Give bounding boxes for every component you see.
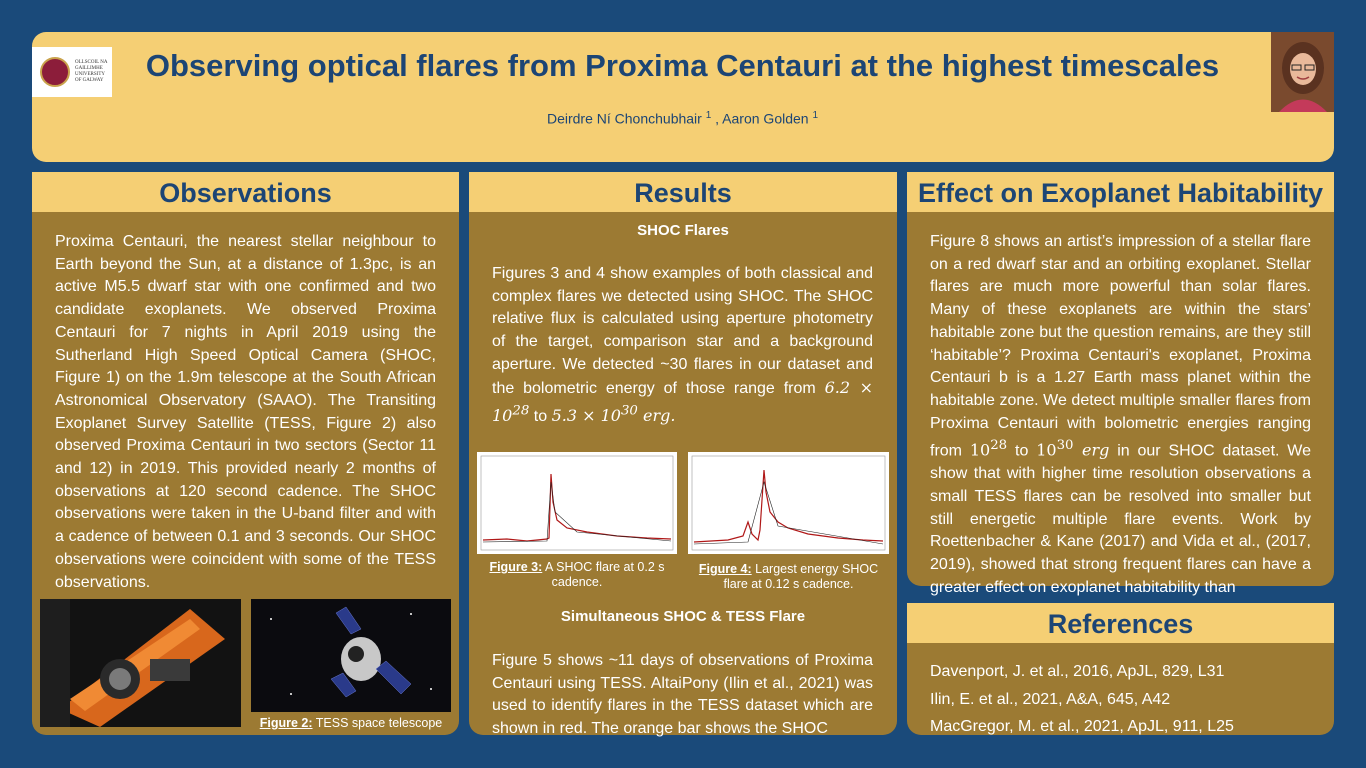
logo-wordmark [75,60,107,84]
author-line [112,110,1253,127]
shoc-flares-paragraph: Figures 3 and 4 show examples of both classical and complex flares we detected using SHOC. The SHOC relative flux is calculated using aperture photometry of the target, comparison star and a background aperture. We detected ~30 flares in our dataset and the bolometric energy of those range from [492,265,873,397]
observations-text: Proxima Centauri, the nearest stellar neighbour to Earth beyond the Sun, at a distance of 1.3pc, is an active M5.5 dwarf star with one confirmed and two candidate exoplanets. We observed Proxima Centauri for 7 nights in April 2019 using the Sutherland High Speed Optical Camera (SHOC, Figure 1) on the 1.9m telescope at the South African Astronomical Observatory (SAAO). The Transiting Exoplanet Survey Satellite (TESS, Figure 2) also observed Proxima Centauri in two sectors (Sector 11 and 12) in 2019. This provided nearly 2 months of observations at 120 second cadence. The SHOC observations were taken in the U-band filter and with a cadence of between 0.1 and 3 seconds. Our SHOC observations were coincident with some of the TESS observations. [55,233,436,591]
poster-title: Observing optical flares from Proxima Centauri at the highest timescales [145,48,1220,83]
shoc-flares-text [492,263,873,428]
habitability-paragraph: Figure 8 shows an artist’s impression of a stellar flare on a red dwarf star and an orbiting exoplanet. Stellar flares are much more powerful than solar flares. Many of these exoplanets are within the stars’ habitable zone but the question remains, are they still ‘habitable’? Proxima Centauri's exoplanet, Proxima Centauri b is a 1.27 Earth mass planet within the habitable zone. We detect multiple smaller flares from Proxima Centauri with bolometric energies ranging from [930,233,1311,460]
habitability-heading: Effect on Exoplanet Habitability [907,172,1334,212]
results-heading: Results [469,172,897,212]
figure-4-caption [688,562,889,592]
logo-line: OF GALWAY [75,78,104,83]
results-panel [469,172,897,738]
simultaneous-flare-subheading: Simultaneous SHOC & TESS Flare [560,608,806,625]
university-seal-icon [40,57,70,87]
figure-3-caption-text: A SHOC flare at 0.2 s cadence. [542,560,665,589]
references-heading: References [907,603,1334,643]
energy-max: 10 [1036,440,1057,460]
energy-unit: erg [1073,440,1110,460]
energy-max-exponent: 30 [1056,438,1074,454]
logo-line: GAILLIMHE [75,66,103,71]
logo-line: OLLSCOIL NA [75,60,108,65]
affiliation-mark: 1 [812,110,819,121]
figure-4-flare-plot [688,452,889,554]
shoc-telescope-photo [40,599,241,727]
author-name: Deirdre Ní Chonchubhair [546,110,702,127]
figure-2-label: Figure 2: [259,716,313,730]
energy-min-exponent: 28 [512,403,530,419]
observations-panel [32,172,459,735]
range-connector: to [1007,442,1037,460]
range-connector: to [529,407,552,425]
energy-max-exponent: 30 [620,403,638,419]
figure-2-caption-text: TESS space telescope [312,716,443,730]
affiliation-mark: 1 [705,110,712,121]
author-portrait [1271,32,1334,112]
author-name: , Aaron Golden [715,110,809,127]
habitability-panel [907,172,1334,596]
energy-min-exponent: 28 [990,438,1008,454]
shoc-flares-subheading: SHOC Flares [637,222,729,239]
figure-3-flare-plot [477,452,677,554]
energy-unit: erg. [637,405,676,425]
references-panel [907,603,1334,735]
figure-4-caption-text: Largest energy SHOC flare at 0.12 s cadence. [723,562,879,591]
energy-min: 10 [969,440,991,460]
logo-line: UNIVERSITY [75,72,105,77]
figure-3-label: Figure 3: [489,560,543,574]
figure-4-label: Figure 4: [698,562,752,576]
reference-item: Davenport, J. et al., 2016, ApJL, 829, L31 [930,663,1225,680]
observations-heading: Observations [32,172,459,212]
energy-max: 5.3 × 10 [551,405,621,425]
figure-3-caption [477,560,677,590]
university-logo [32,47,112,97]
habitability-text [930,231,1311,600]
simultaneous-flare-text: Figure 5 shows ~11 days of observations of Proxima Centauri using TESS. AltaiPony (Ilin et al., 2021) was used to identify flares in the TESS dataset which are shown in red. The orange bar shows the SHOC [492,652,873,738]
habitability-paragraph-cont: in our SHOC dataset. We show that with higher time resolution observations a small TESS flares can be resolved into smaller but still energetic multiple flare events. Work by Roettenbacher & Kane (2017) and Vida et al., (2017, 2019), showed that strong frequent flares can have a greater effect on exoplanet habitability than [930,442,1312,596]
reference-item: MacGregor, M. et al., 2021, ApJL, 911, L25 [930,718,1234,735]
energy-min: 6.2 × 10 [492,377,873,425]
tess-telescope-image [251,599,451,712]
figure-2-caption [251,716,451,731]
reference-item: Ilin, E. et al., 2021, A&A, 645, A42 [930,691,1171,708]
